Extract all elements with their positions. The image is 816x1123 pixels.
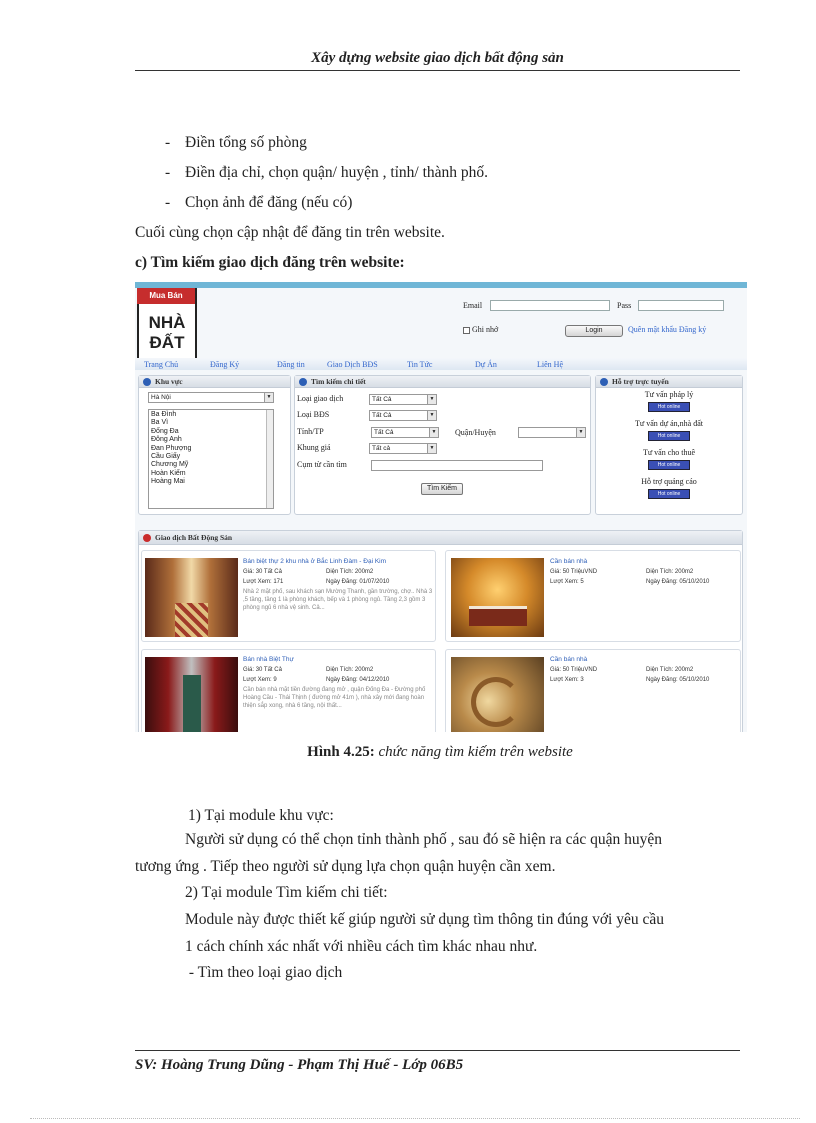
date-label: Ngày Đăng: (326, 579, 358, 585)
nav-item-home[interactable]: Trang Chủ (144, 360, 179, 369)
listing-views: 3 (580, 677, 584, 683)
listing-title[interactable]: Bán biệt thự 2 khu nhà ở Bắc Linh Đàm - Đại Kim (243, 558, 387, 565)
bullet-text: Chọn ảnh để đăng (nếu có) (185, 194, 353, 211)
phrase-label: Cụm từ cần tìm (297, 460, 347, 469)
paragraph: Người sử dụng có thể chọn tỉnh thành phố , sau đó sẽ hiện ra các quận huyện (185, 831, 662, 848)
select-value: Tất Cả (374, 429, 394, 436)
district-option[interactable]: Hoàn Kiếm (151, 469, 186, 477)
price-label: Giá: (550, 569, 562, 575)
caption-text: chức năng tìm kiếm trên website (378, 744, 573, 760)
bullet-item (165, 193, 352, 213)
support-panel-header (596, 376, 742, 388)
district-select[interactable] (518, 427, 586, 438)
nav-item-contact[interactable]: Liên Hệ (537, 360, 563, 369)
listing-area: 200m2 (354, 569, 374, 575)
nav-item-register[interactable]: Đăng Ký (210, 360, 240, 369)
panel-bullet-icon (299, 378, 307, 386)
listing-area: 200m2 (674, 667, 694, 673)
select-value: Tất Cả (372, 396, 392, 403)
views-label: Lượt Xem: (243, 579, 272, 585)
logo-line2: ĐẤT (149, 333, 185, 352)
search-button[interactable]: Tìm Kiếm (421, 483, 463, 495)
bullet-item (165, 133, 307, 153)
bullet-item: - Tìm theo loại giao dịch (185, 964, 343, 981)
listing-views: 5 (580, 579, 584, 585)
transaction-type-select[interactable] (369, 394, 437, 405)
listing-description: Nhà 2 mặt phố, sau khách sạn Mường Thanh, gần trường, chợ.. Nhà 3 ,5 tầng, tầng 1 là phòng khách, bếp và 1 phòng ngủ. Tầng 2,3 gồm 3 phòng ngủ 6 nhà vệ sinh. Cả... (243, 589, 433, 611)
bullet-dash: - (165, 194, 171, 211)
register-link[interactable]: Đăng ký (678, 325, 707, 334)
district-option[interactable]: Ba Đình (151, 411, 177, 418)
listing-title[interactable]: Cần bán nhà (550, 656, 588, 663)
list-item-1: 1) Tại module khu vực: (188, 807, 334, 824)
support-panel (595, 375, 743, 515)
email-label: Email (463, 301, 483, 310)
area-label: Diện Tích: (326, 569, 354, 575)
date-label: Ngày Đăng: (646, 579, 678, 585)
listings-panel (138, 530, 743, 732)
district-option[interactable]: Đan Phượng (151, 444, 192, 452)
online-status-button[interactable]: Hot online (648, 402, 690, 412)
views-label: Lượt Xem: (550, 579, 579, 585)
bullet-text: Điền tổng số phòng (185, 134, 307, 151)
nav-item-transactions[interactable]: Giao Dịch BĐS (327, 360, 378, 369)
listing-card[interactable] (141, 550, 436, 642)
property-type-select[interactable] (369, 410, 437, 421)
listing-card[interactable] (141, 649, 436, 732)
floor-pattern (175, 603, 208, 637)
area-panel (138, 375, 291, 515)
district-list-items (149, 410, 273, 488)
panel-bullet-icon (143, 534, 151, 542)
login-button[interactable]: Login (565, 325, 623, 337)
online-status-button[interactable]: Hot online (648, 460, 690, 470)
nav-item-news[interactable]: Tin Tức (407, 360, 433, 369)
district-option[interactable]: Chương Mỹ (151, 461, 189, 469)
list-item-2: 2) Tại module Tìm kiếm chi tiết: (185, 884, 388, 901)
remember-checkbox[interactable] (463, 327, 470, 334)
area-label: Diện Tích: (326, 667, 354, 673)
support-item-label: Tư vấn pháp lý (644, 390, 694, 399)
price-label: Giá: (243, 569, 255, 575)
select-value: Tất Cả (372, 412, 392, 419)
views-label: Lượt Xem: (243, 677, 272, 683)
listing-photo[interactable] (451, 657, 544, 732)
listing-date: 05/10/2010 (679, 579, 710, 585)
chevron-down-icon: ▼ (427, 411, 436, 420)
listing-date: 05/10/2010 (679, 677, 710, 683)
chevron-down-icon: ▼ (429, 428, 438, 437)
district-list[interactable] (148, 409, 274, 509)
top-bar (135, 282, 747, 288)
support-item-label: Tư vấn dự án,nhà đất (635, 419, 703, 428)
nav-item-post[interactable]: Đăng tin (277, 360, 305, 369)
field-label: Loại BĐS (297, 410, 330, 419)
footer-rule (135, 1050, 740, 1051)
listing-area: 200m2 (354, 667, 374, 673)
price-label: Giá: (243, 667, 255, 673)
logo-banner: Mua Bán (137, 288, 195, 304)
paragraph-final: Cuối cùng chọn cập nhật để đăng tin trên website. (135, 224, 445, 241)
listing-title[interactable]: Cần bán nhà (550, 558, 588, 565)
search-panel-title: Tìm kiếm chi tiết (311, 377, 366, 386)
website-screenshot (135, 282, 747, 732)
forgot-link-text[interactable]: Quên mật khẩu (628, 325, 677, 334)
pass-label: Pass (617, 301, 632, 310)
listing-price: 30 Tất Cả (255, 569, 282, 575)
support-item-label: Tư vấn cho thuê (642, 448, 696, 457)
staircase-shape (471, 677, 521, 727)
listing-price: 50 TriệuVND (562, 569, 598, 575)
chevron-down-icon: ▼ (427, 444, 436, 453)
price-range-select[interactable] (369, 443, 437, 454)
logo-line1: NHÀ (148, 313, 186, 332)
scrollbar[interactable] (266, 410, 273, 508)
field-label: Tỉnh/TP (297, 427, 324, 436)
city-value: Hà Nội (151, 394, 171, 401)
district-option[interactable]: Cầu Giấy (151, 453, 181, 461)
paragraph: tương ứng . Tiếp theo người sử dụng lựa chọn quận huyện cần xem. (135, 858, 556, 875)
chevron-down-icon: ▼ (576, 428, 585, 437)
district-option[interactable]: Hoàng Mai (151, 478, 185, 486)
listing-photo[interactable] (145, 657, 238, 732)
nav-item-projects[interactable]: Dự Án (475, 360, 497, 369)
online-status-button[interactable]: Hot online (648, 431, 690, 441)
paragraph: Module này được thiết kế giúp người sử dụng tìm thông tin đúng với yêu cầu (185, 911, 665, 928)
district-option[interactable]: Ba Vì (151, 419, 169, 427)
district-label: Quận/Huyện (455, 428, 496, 437)
listing-description: Cần bán nhà mặt tiền đường đang mở , quận Đống Đa - Đường phố Hoàng Cầu - Thái Thịnh ( đường mở 41m ), nhà xây mới đang hoàn thiện sắp xong, nhà 6 tầng, nội thất... (243, 687, 426, 709)
password-input[interactable] (638, 300, 724, 311)
logo (137, 288, 197, 360)
listing-price: 30 Tất Cả (255, 667, 282, 673)
page-footer: SV: Hoàng Trung Dũng - Phạm Thị Huế - Lớp 06B5 (135, 1057, 464, 1073)
online-status-button[interactable]: Hot online (648, 489, 690, 499)
date-label: Ngày Đăng: (646, 677, 678, 683)
city-select[interactable] (148, 392, 274, 403)
panel-bullet-icon (600, 378, 608, 386)
bullet-dash: - (165, 134, 171, 151)
search-panel-header (295, 376, 590, 388)
listing-date: 01/07/2010 (359, 579, 390, 585)
listing-date: 04/12/2010 (359, 677, 390, 683)
listings-header (139, 531, 742, 545)
paragraph: 1 cách chính xác nhất với nhiều cách tìm khác nhau như. (185, 938, 538, 955)
listing-card[interactable] (445, 550, 741, 642)
date-label: Ngày Đăng: (326, 677, 358, 683)
phrase-input[interactable] (371, 460, 543, 471)
page-edge-dots (30, 1118, 800, 1119)
listing-photo[interactable] (451, 558, 544, 637)
listings-title: Giao dịch Bất Động Sản (155, 533, 233, 542)
district-option[interactable]: Đống Đa (151, 427, 179, 435)
province-select[interactable] (371, 427, 439, 438)
listing-views: 171 (273, 579, 284, 585)
caption-label: Hình 4.25: (307, 744, 375, 760)
panel-bullet-icon (143, 378, 151, 386)
price-label: Giá: (550, 667, 562, 673)
email-input[interactable] (490, 300, 610, 311)
listing-price: 50 TriệuVND (562, 667, 598, 673)
bullet-dash: - (165, 164, 171, 181)
field-label: Khung giá (297, 443, 331, 452)
select-value: Tất cả (372, 445, 391, 452)
section-heading: c) Tìm kiếm giao dịch đăng trên website: (135, 254, 405, 271)
door-shape (183, 675, 201, 732)
district-option[interactable]: Đông Anh (151, 436, 182, 444)
area-panel-title: Khu vực (155, 377, 183, 386)
listing-card[interactable] (445, 649, 741, 732)
bullet-text: Điền địa chỉ, chọn quận/ huyện , tỉnh/ thành phố. (185, 164, 489, 181)
bullet-item (165, 163, 488, 183)
bed-shape (469, 606, 527, 626)
area-label: Diện Tích: (646, 667, 674, 673)
support-item-label: Hỗ trợ quảng cáo (641, 477, 697, 486)
search-panel (294, 375, 591, 515)
listing-title[interactable]: Bán nhà Biệt Thự (243, 656, 294, 663)
page-header: Xây dựng website giao dịch bất động sản (311, 50, 564, 66)
listing-photo[interactable] (145, 558, 238, 637)
area-label: Diện Tích: (646, 569, 674, 575)
forgot-password-link[interactable] (628, 325, 706, 334)
views-label: Lượt Xem: (550, 677, 579, 683)
field-label: Loại giao dịch (297, 394, 344, 403)
figure-caption (0, 744, 816, 761)
header-rule (135, 70, 740, 71)
listing-area: 200m2 (674, 569, 694, 575)
support-panel-title: Hỗ trợ trực tuyến (612, 377, 669, 386)
listing-views: 9 (273, 677, 277, 683)
area-panel-header (139, 376, 290, 388)
chevron-down-icon: ▼ (427, 395, 436, 404)
chevron-down-icon: ▼ (264, 393, 273, 402)
remember-label: Ghi nhớ (472, 325, 499, 334)
